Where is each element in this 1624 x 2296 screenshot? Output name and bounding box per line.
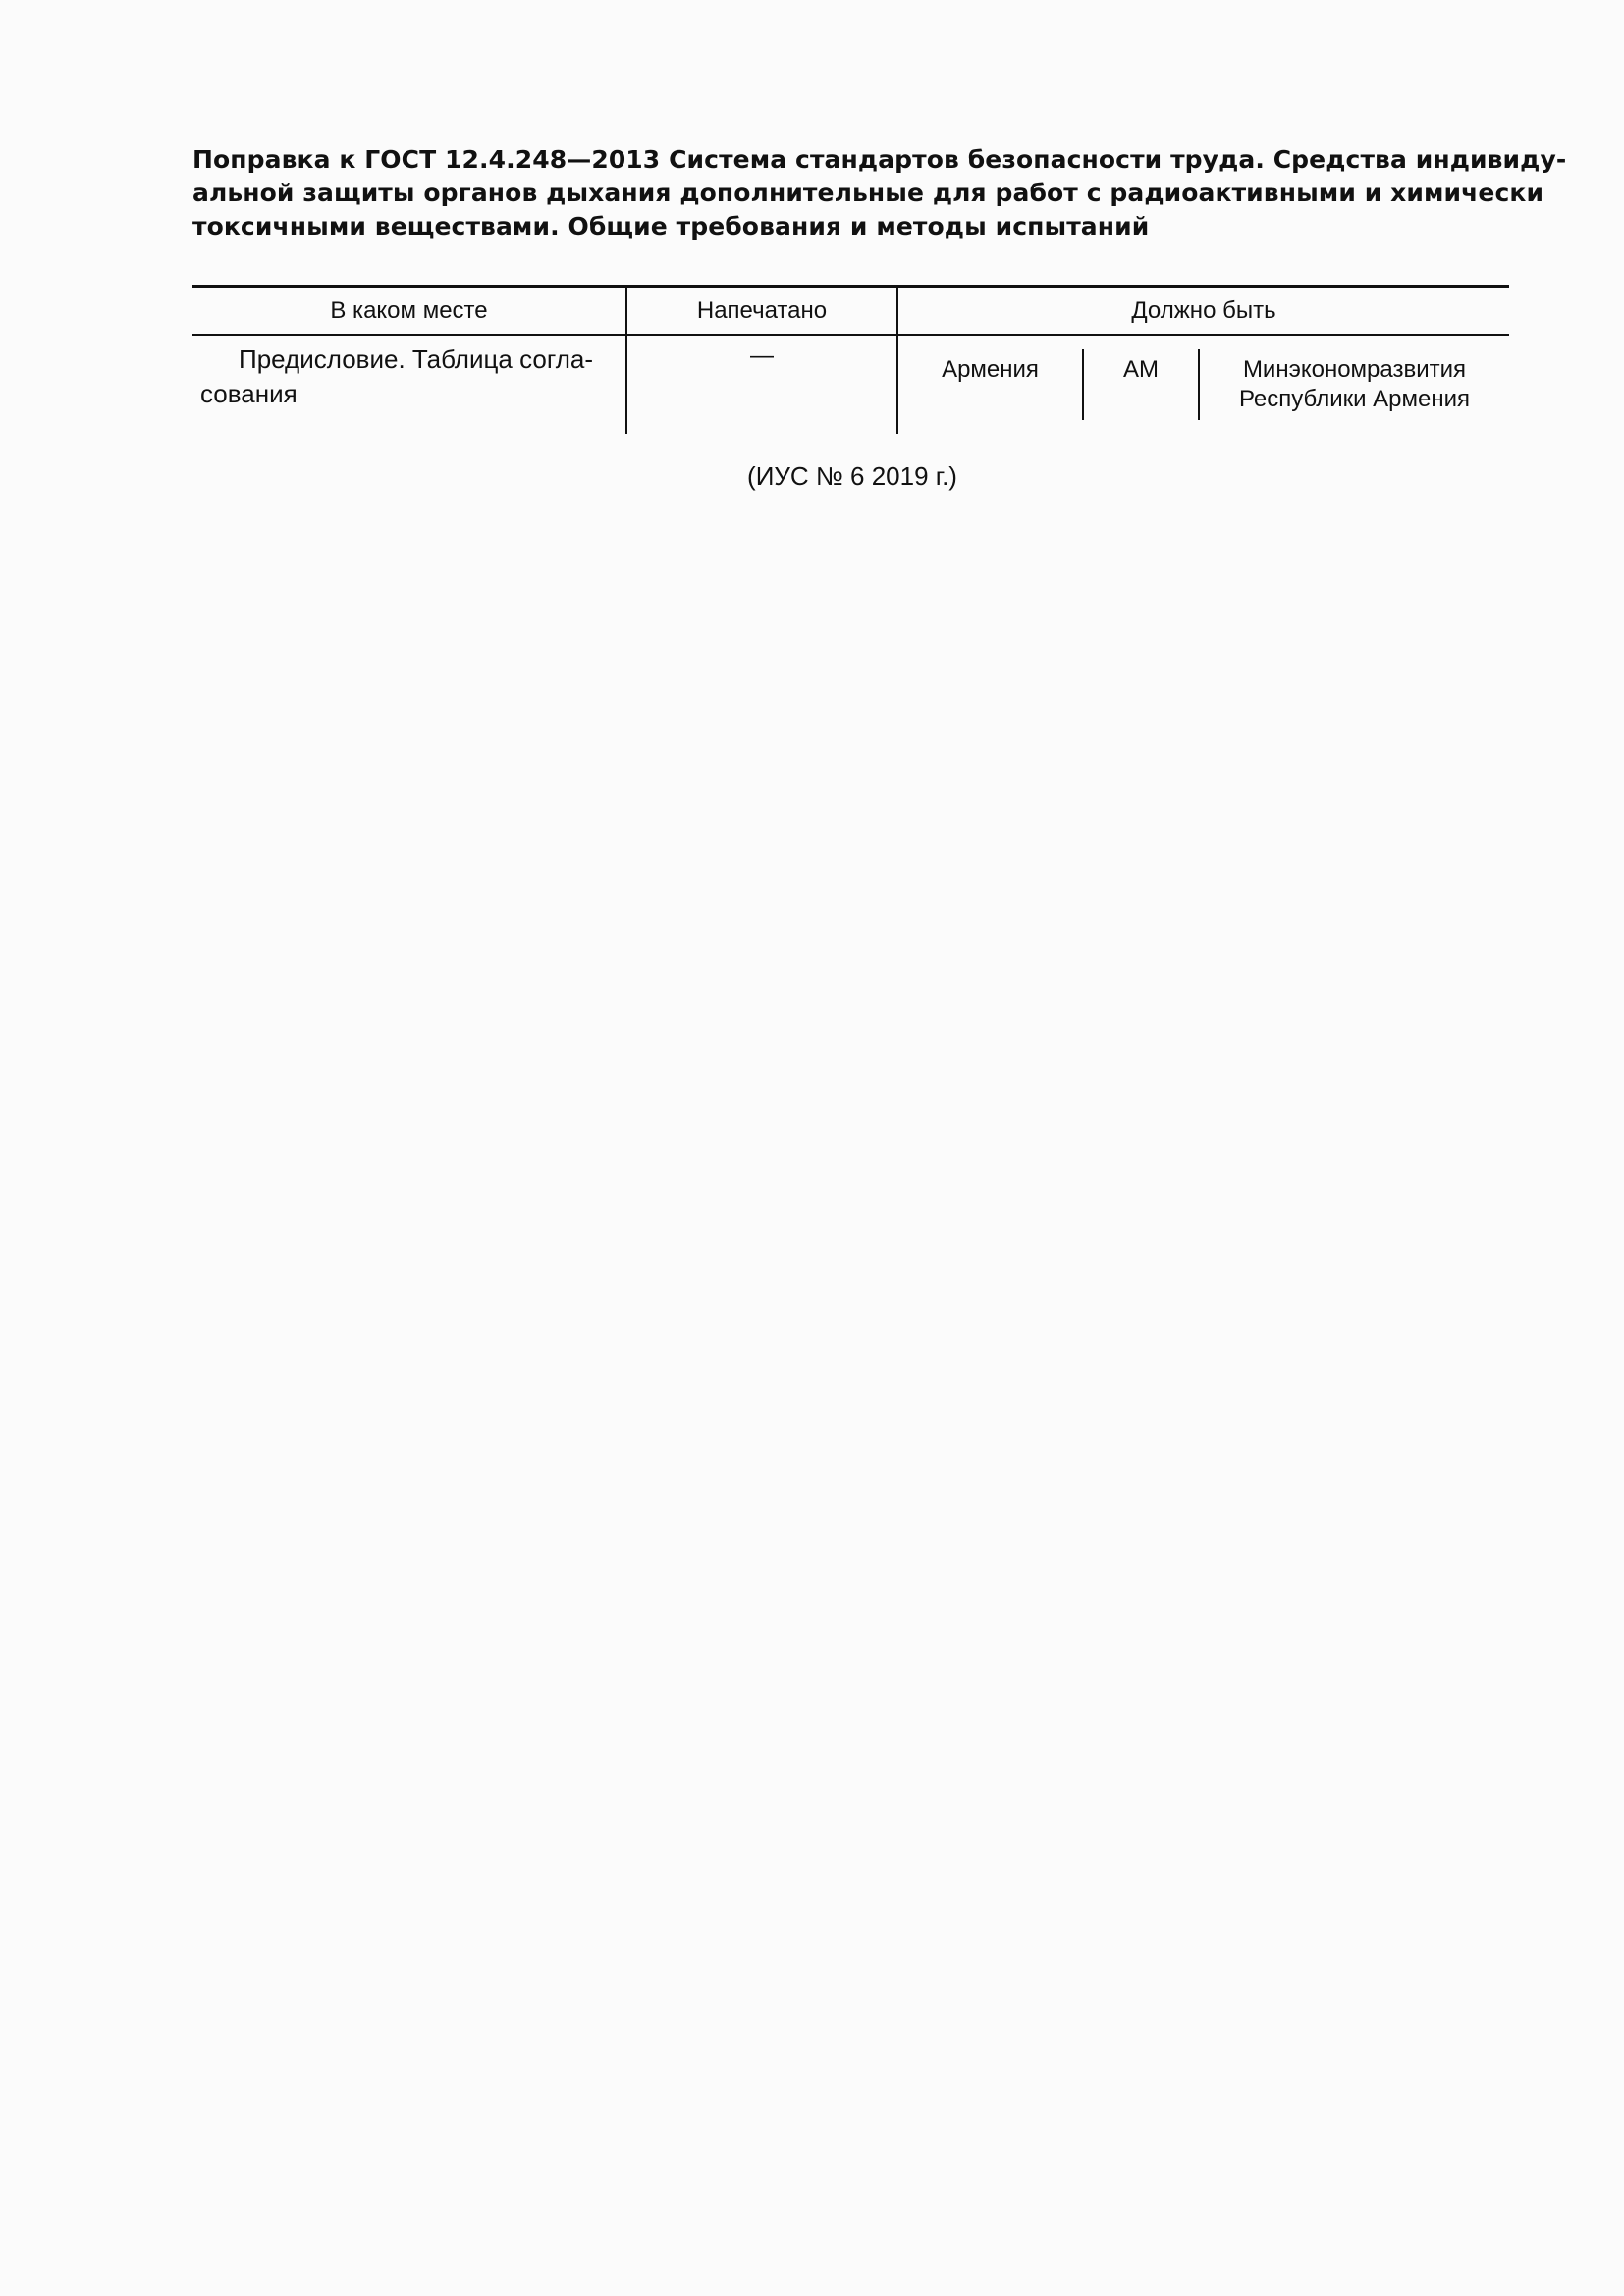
header-printed: Напечатано <box>696 297 828 324</box>
title-line: токсичными веществами. Общие требования и методы испытаний <box>192 212 1150 240</box>
title-line: альной защиты органов дыхания дополнительные для работ с радиоактивными и химически <box>192 179 1544 207</box>
header-where: В каком месте <box>330 297 488 324</box>
row-where-line1: Предисловие. Таблица согла- <box>239 345 594 374</box>
row-country: Армения <box>942 356 1039 383</box>
row-printed: — <box>750 343 774 369</box>
header-should-be: Должно быть <box>1131 297 1276 324</box>
ius-reference: (ИУС № 6 2019 г.) <box>747 461 957 491</box>
row-authority-line1: Минэкономразвития <box>1242 356 1467 383</box>
title-line: Поправка к ГОСТ 12.4.248—2013 Система стандартов безопасности труда. Средства индивиду- <box>192 145 1567 174</box>
correction-table <box>192 285 1509 434</box>
row-country-code: AM <box>1123 356 1159 383</box>
row-authority-line2: Республики Армения <box>1238 386 1471 412</box>
row-where-line2: сования <box>200 379 298 408</box>
table-header-rule <box>192 334 1509 336</box>
table-top-rule <box>192 285 1509 288</box>
document-title <box>192 143 1567 243</box>
